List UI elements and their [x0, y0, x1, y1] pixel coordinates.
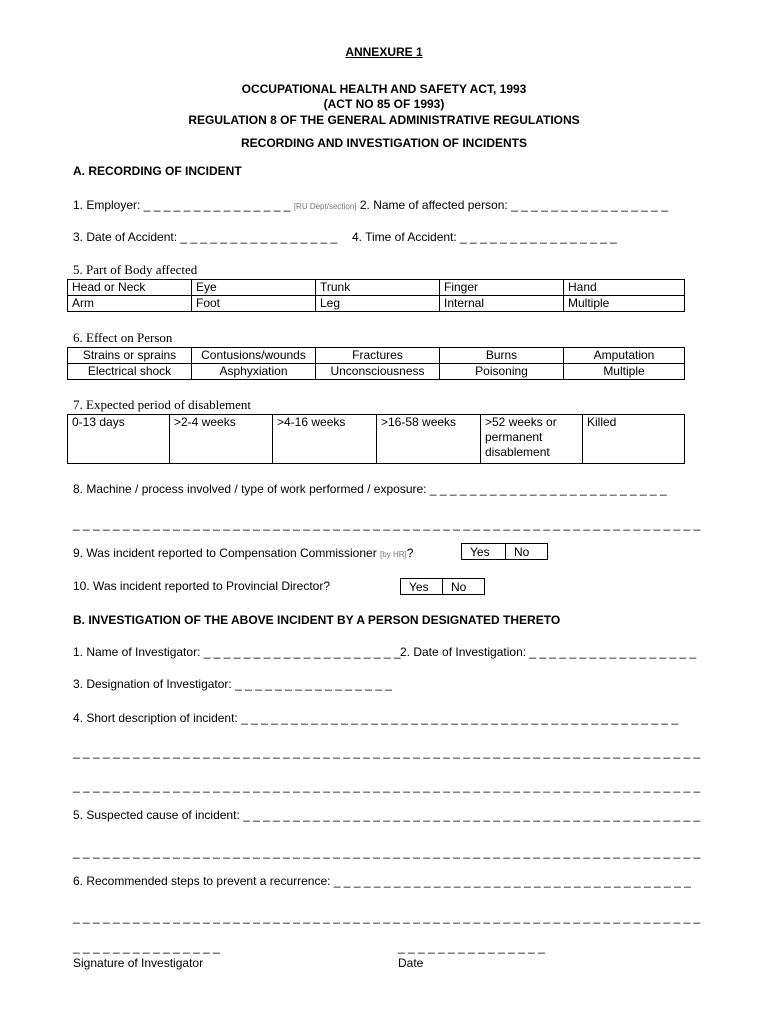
effect-fractures[interactable]: Fractures: [316, 348, 440, 364]
effect-table: [67, 347, 685, 380]
date-of-accident-field[interactable]: 3. Date of Accident: _ _ _ _ _ _ _ _ _ _ _ _ _ _ _ _: [73, 230, 338, 244]
effect-multiple[interactable]: Multiple: [564, 364, 685, 380]
effect-unconsciousness[interactable]: Unconsciousness: [316, 364, 440, 380]
disablement-title: 7. Expected period of disablement: [73, 397, 251, 412]
affected-person-field[interactable]: 2. Name of affected person: _ _ _ _ _ _ _ _ _ _ _ _ _ _ _ _: [359, 198, 668, 212]
act-number: (ACT NO 85 OF 1993): [323, 97, 445, 111]
date-line[interactable]: _ _ _ _ _ _ _ _ _ _ _ _ _ _ _: [398, 940, 545, 954]
compensation-question: [73, 546, 413, 560]
body-part-finger[interactable]: Finger: [440, 280, 564, 296]
effect-burns[interactable]: Burns: [440, 348, 564, 364]
compensation-question-text: 9. Was incident reported to Compensation Commissioner: [73, 546, 377, 560]
time-of-accident-field[interactable]: 4. Time of Accident: _ _ _ _ _ _ _ _ _ _ _ _ _ _ _ _: [352, 230, 617, 244]
compensation-no-option[interactable]: No: [506, 544, 548, 560]
table-row: [68, 348, 685, 364]
body-part-title: 5. Part of Body affected: [73, 262, 198, 277]
effect-contusions[interactable]: Contusions/wounds: [192, 348, 316, 364]
compensation-hint: [by HR]: [380, 550, 407, 559]
document-subtitle: RECORDING AND INVESTIGATION OF INCIDENTS: [240, 136, 527, 150]
provincial-yes-option[interactable]: Yes: [401, 579, 443, 595]
employer-hint: [RU Dept/section]: [293, 202, 357, 211]
effect-asphyxiation[interactable]: Asphyxiation: [192, 364, 316, 380]
recommended-steps-line[interactable]: _ _ _ _ _ _ _ _ _ _ _ _ _ _ _ _ _ _ _ _ _ _ _ _ _ _ _ _ _ _ _ _ _ _ _ _ _ _ _ _ _ _ _ _ _ _ _ _ _ _ _ _ _ _ _ _ _ _ _ _ _ _ _: [73, 910, 701, 924]
compensation-question-mark: ?: [406, 546, 414, 560]
annexure-title: ANNEXURE 1: [345, 45, 423, 59]
table-row: [68, 415, 685, 464]
machine-process-field[interactable]: 8. Machine / process involved / type of work performed / exposure: _ _ _ _ _ _ _ _ _ _ _ _ _ _ _ _ _ _ _ _ _ _ _ _: [73, 482, 667, 496]
body-part-eye[interactable]: Eye: [192, 280, 316, 296]
regulation-title: REGULATION 8 OF THE GENERAL ADMINISTRATIVE REGULATIONS: [188, 113, 580, 127]
table-row: [68, 280, 685, 296]
compensation-yes-option[interactable]: Yes: [462, 544, 506, 560]
body-part-table: [67, 279, 685, 312]
effect-strains[interactable]: Strains or sprains: [68, 348, 192, 364]
body-part-internal[interactable]: Internal: [440, 296, 564, 312]
employer-label: 1. Employer: _ _ _ _ _ _ _ _ _ _ _ _ _ _ _: [73, 198, 291, 212]
disablement-2-4-weeks[interactable]: >2-4 weeks: [170, 415, 273, 464]
provincial-question: 10. Was incident reported to Provincial Director?: [73, 579, 331, 593]
disablement-table: [67, 414, 685, 464]
body-part-arm[interactable]: Arm: [68, 296, 192, 312]
disablement-16-58-weeks[interactable]: >16-58 weeks: [377, 415, 481, 464]
disablement-0-13-days[interactable]: 0-13 days: [68, 415, 170, 464]
short-description-field[interactable]: 4. Short description of incident: _ _ _ _ _ _ _ _ _ _ _ _ _ _ _ _ _ _ _ _ _ _ _ _ _ _ _ _ _ _ _ _ _ _ _ _ _ _ _ _ _ _ _ _: [73, 711, 679, 725]
body-part-head-neck[interactable]: Head or Neck: [68, 280, 192, 296]
section-b-title: B. INVESTIGATION OF THE ABOVE INCIDENT BY A PERSON DESIGNATED THERETO: [73, 613, 561, 627]
date-label: Date: [398, 956, 424, 970]
effect-poisoning[interactable]: Poisoning: [440, 364, 564, 380]
machine-process-line[interactable]: _ _ _ _ _ _ _ _ _ _ _ _ _ _ _ _ _ _ _ _ _ _ _ _ _ _ _ _ _ _ _ _ _ _ _ _ _ _ _ _ _ _ _ _ _ _ _ _ _ _ _ _ _ _ _ _ _ _ _ _ _ _ _: [73, 517, 701, 531]
section-a-title: A. RECORDING OF INCIDENT: [73, 164, 242, 178]
compensation-yes-no: [461, 543, 548, 560]
effect-title: 6. Effect on Person: [73, 330, 173, 345]
body-part-multiple[interactable]: Multiple: [564, 296, 685, 312]
short-description-line[interactable]: _ _ _ _ _ _ _ _ _ _ _ _ _ _ _ _ _ _ _ _ _ _ _ _ _ _ _ _ _ _ _ _ _ _ _ _ _ _ _ _ _ _ _ _ _ _ _ _ _ _ _ _ _ _ _ _ _ _ _ _ _ _ _: [73, 779, 701, 793]
body-part-trunk[interactable]: Trunk: [316, 280, 440, 296]
body-part-foot[interactable]: Foot: [192, 296, 316, 312]
recommended-steps-field[interactable]: 6. Recommended steps to prevent a recurrence: _ _ _ _ _ _ _ _ _ _ _ _ _ _ _ _ _ _ _ _ _ _ _ _ _ _ _ _ _ _ _ _ _ _ _ _: [73, 874, 691, 888]
suspected-cause-line[interactable]: _ _ _ _ _ _ _ _ _ _ _ _ _ _ _ _ _ _ _ _ _ _ _ _ _ _ _ _ _ _ _ _ _ _ _ _ _ _ _ _ _ _ _ _ _ _ _ _ _ _ _ _ _ _ _ _ _ _ _ _ _ _ _: [73, 845, 701, 859]
disablement-52-weeks[interactable]: >52 weeks or permanent disablement: [481, 415, 583, 464]
investigator-designation-field[interactable]: 3. Designation of Investigator: _ _ _ _ _ _ _ _ _ _ _ _ _ _ _ _: [73, 677, 392, 691]
suspected-cause-field[interactable]: 5. Suspected cause of incident: _ _ _ _ _ _ _ _ _ _ _ _ _ _ _ _ _ _ _ _ _ _ _ _ _ _ _ _ _ _ _ _ _ _ _ _ _ _ _ _ _ _ _ _ _ _: [73, 808, 701, 822]
signature-line[interactable]: _ _ _ _ _ _ _ _ _ _ _ _ _ _ _: [73, 940, 220, 954]
table-row: [68, 364, 685, 380]
table-row: [68, 296, 685, 312]
body-part-leg[interactable]: Leg: [316, 296, 440, 312]
effect-electrical-shock[interactable]: Electrical shock: [68, 364, 192, 380]
provincial-no-option[interactable]: No: [443, 579, 485, 595]
signature-label: Signature of Investigator: [73, 956, 204, 970]
disablement-4-16-weeks[interactable]: >4-16 weeks: [273, 415, 377, 464]
short-description-line[interactable]: _ _ _ _ _ _ _ _ _ _ _ _ _ _ _ _ _ _ _ _ _ _ _ _ _ _ _ _ _ _ _ _ _ _ _ _ _ _ _ _ _ _ _ _ _ _ _ _ _ _ _ _ _ _ _ _ _ _ _ _ _ _ _: [73, 745, 701, 759]
act-title: OCCUPATIONAL HEALTH AND SAFETY ACT, 1993: [241, 82, 527, 96]
effect-amputation[interactable]: Amputation: [564, 348, 685, 364]
employer-field[interactable]: [73, 198, 668, 212]
provincial-yes-no: [400, 578, 485, 595]
disablement-killed[interactable]: Killed: [583, 415, 685, 464]
investigator-name-field[interactable]: 1. Name of Investigator: _ _ _ _ _ _ _ _ _ _ _ _ _ _ _ _ _ _ _ _: [73, 645, 401, 659]
body-part-hand[interactable]: Hand: [564, 280, 685, 296]
investigation-date-field[interactable]: 2. Date of Investigation: _ _ _ _ _ _ _ _ _ _ _ _ _ _ _ _ _: [400, 645, 697, 659]
